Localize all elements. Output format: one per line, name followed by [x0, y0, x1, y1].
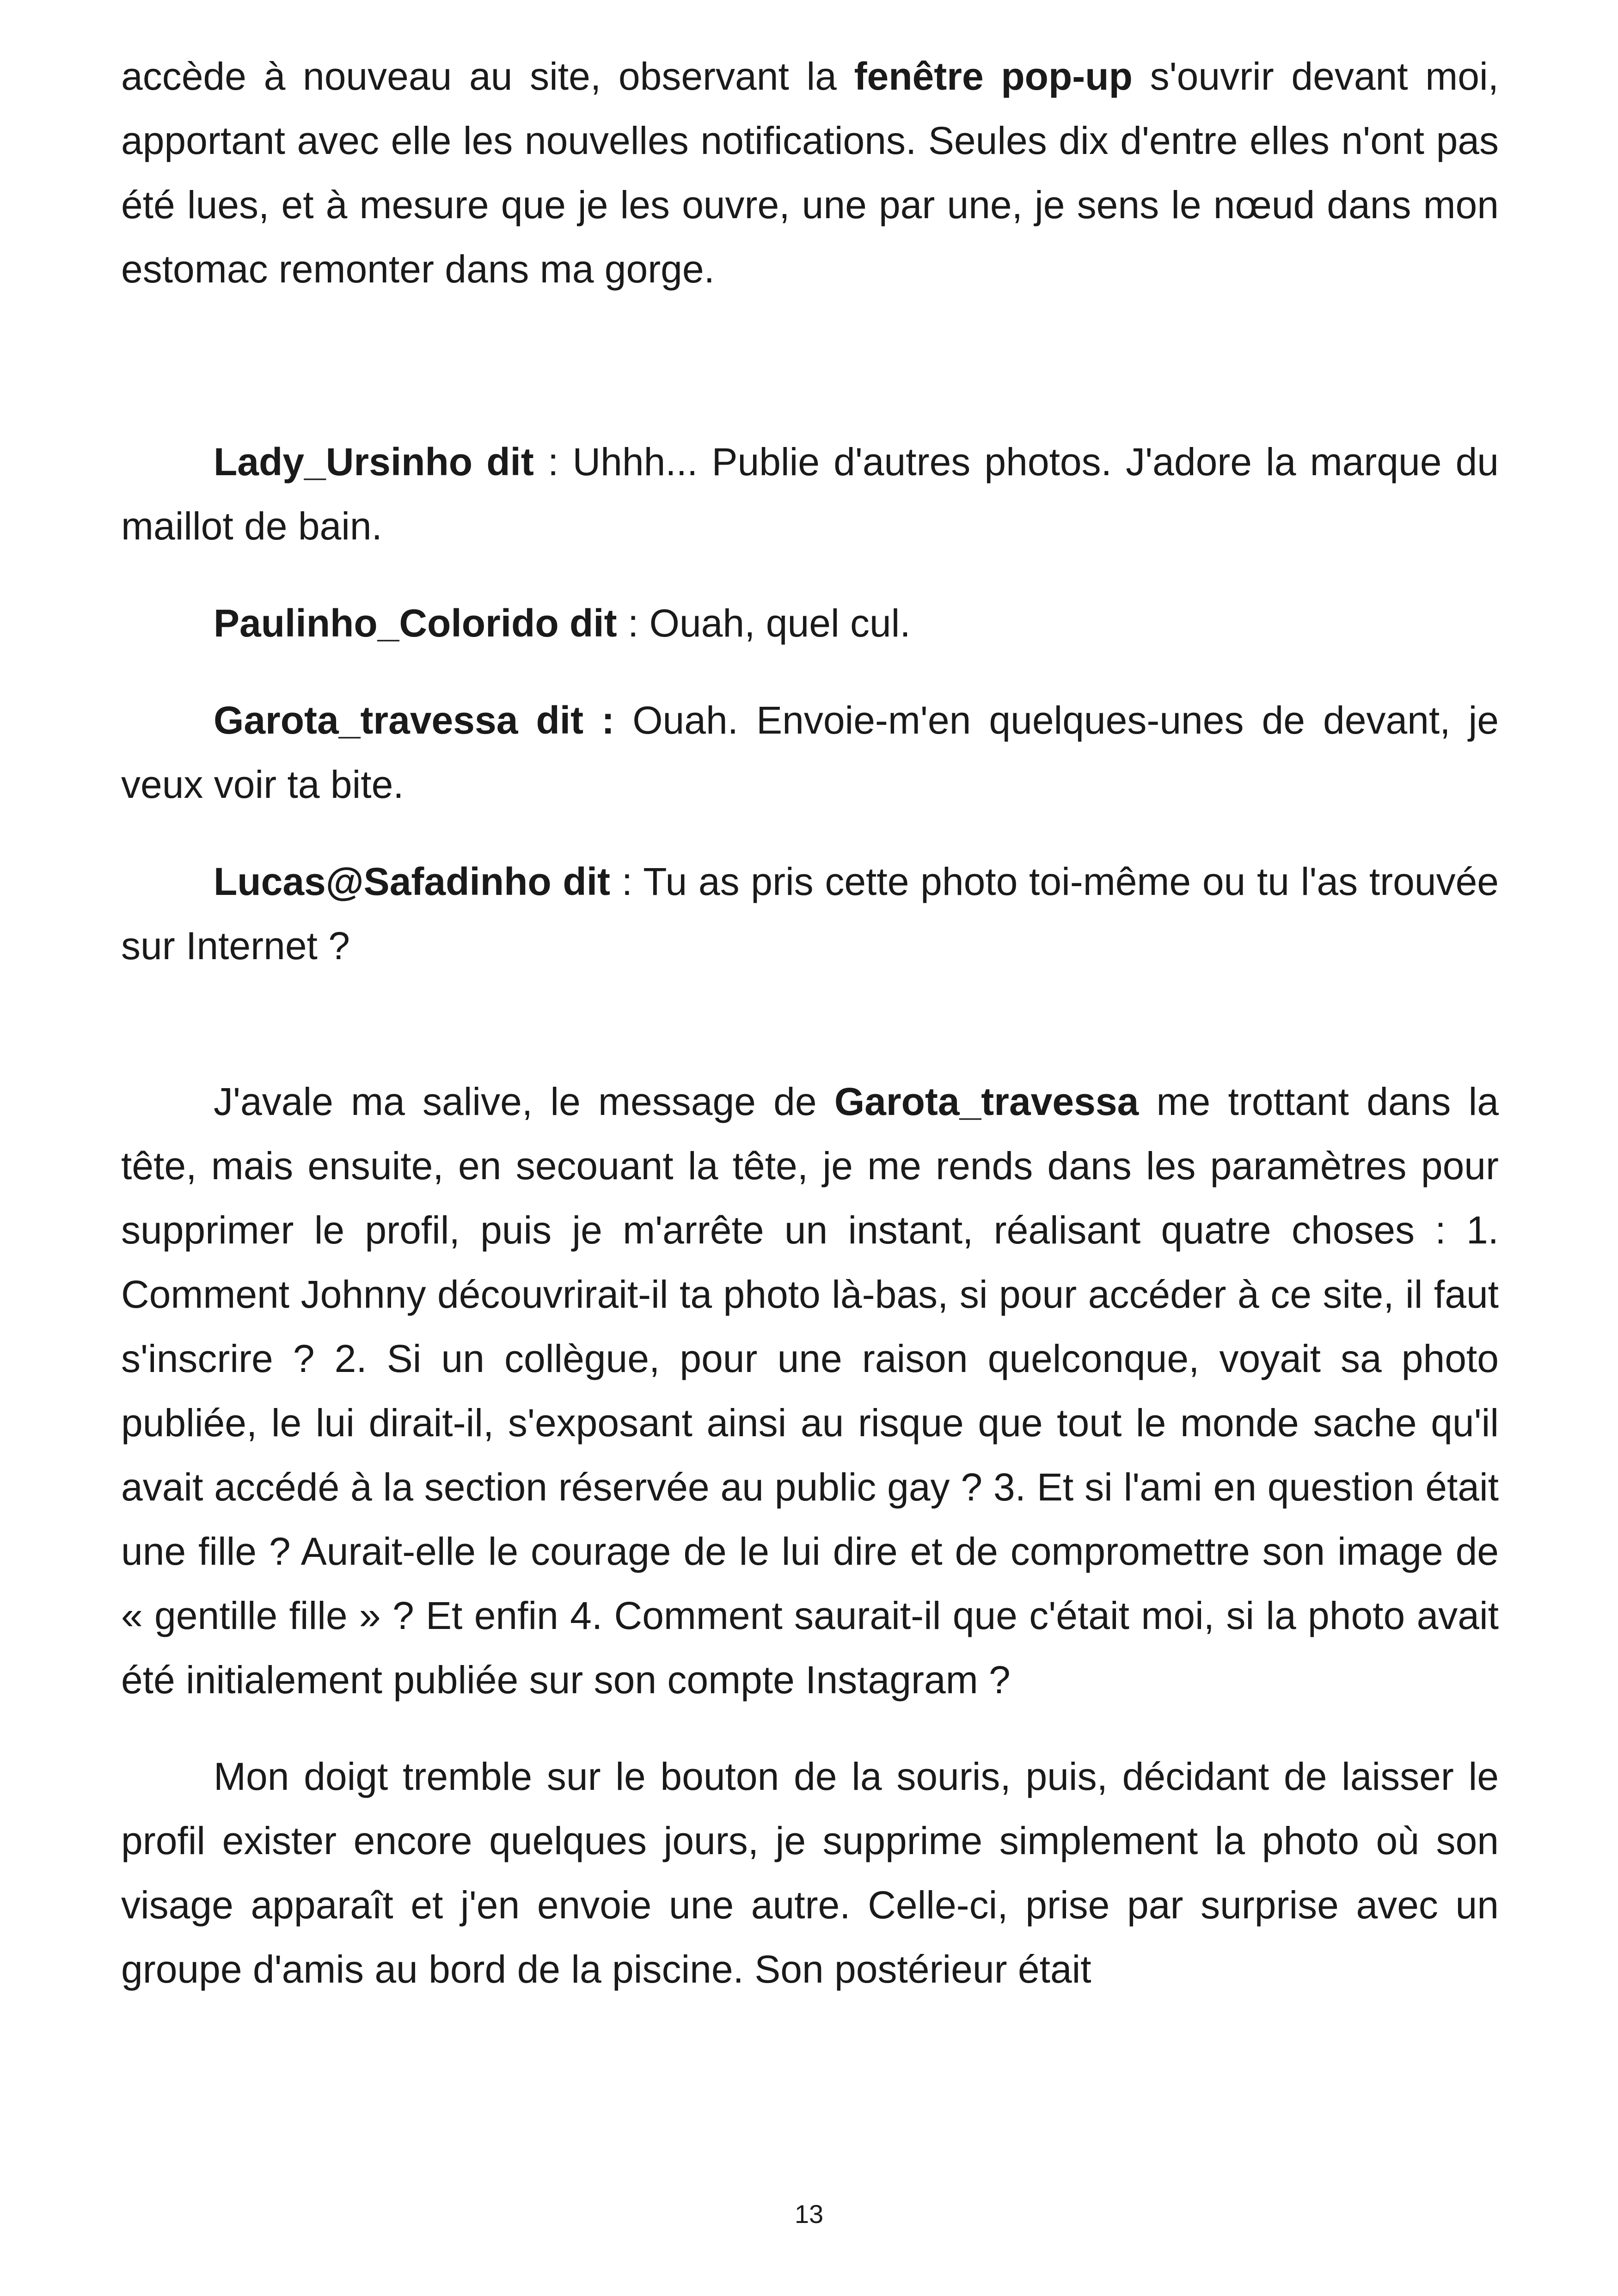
- story-p1-bold-name: Garota_travessa: [834, 1080, 1139, 1123]
- comment-paragraph: [121, 850, 1499, 978]
- comment-separator: [614, 698, 632, 742]
- story-p1-text-end: me trottant dans la tête, mais ensuite, en secouant la tête, je me rends dans les paramètres pour supprimer le profil, puis je m'arrête un instant, réalisant quatre choses : 1. Comment Johnny découvrirait-il ta photo là-bas, si pour accéder à ce site, il faut s'inscrire ? 2. Si un collègue, pour une raison quelconque, voyait sa photo publiée, le lui dirait-il, s'exposant ainsi au risque que tout le monde sache qu'il avait accédé à la section réservée au public gay ? 3. Et si l'ami en question était une fille ? Aurait-elle le courage de le lui dire et de compromettre son image de « gentille fille » ? Et enfin 4. Comment saurait-il que c'était moi, si la photo avait été initialement publiée sur son compte Instagram ?: [121, 1080, 1499, 1702]
- comment-author: Lady_Ursinho dit: [214, 440, 534, 484]
- comment-paragraph: [121, 430, 1499, 558]
- comment-separator: :: [617, 601, 650, 645]
- comment-text: Tu as pris cette photo toi-même ou tu l'as trouvée sur Internet ?: [121, 860, 1499, 967]
- comment-paragraph: [121, 688, 1499, 817]
- intro-text-start: accède à nouveau au site, observant la: [121, 55, 854, 98]
- intro-section: [121, 44, 1499, 301]
- comment-author: Garota_travessa dit :: [214, 698, 615, 742]
- intro-text-end: s'ouvrir devant moi, apportant avec elle les nouvelles notifications. Seules dix d'entre elles n'ont pas été lues, et à mesure que je les ouvre, une par une, je sens le nœud dans mon estomac remonter dans ma gorge.: [121, 55, 1499, 291]
- story-paragraph-2: Mon doigt tremble sur le bouton de la souris, puis, décidant de laisser le profil exister encore quelques jours, je supprime simplement la photo où son visage apparaît et j'en envoie une autre. Celle-ci, prise par surprise avec un groupe d'amis au bord de la piscine. Son postérieur était: [121, 1755, 1499, 1991]
- comment-text: Ouah, quel cul.: [649, 601, 911, 645]
- intro-bold-term: fenêtre pop-up: [854, 55, 1133, 98]
- comment-text: Ouah. Envoie-m'en quelques-unes de devant, je veux voir ta bite.: [121, 698, 1499, 806]
- story-paragraph-1: [121, 1070, 1499, 1712]
- comment-author: Paulinho_Colorido dit: [214, 601, 617, 645]
- comment-text: Uhhh... Publie d'autres photos. J'adore la marque du maillot de bain.: [121, 440, 1499, 548]
- intro-paragraph: [121, 44, 1499, 301]
- comment-separator: :: [533, 440, 573, 484]
- comment-paragraph: [121, 591, 1499, 655]
- story-p1-text-start: J'avale ma salive, le message de: [214, 1080, 834, 1123]
- comment-separator: :: [610, 860, 644, 903]
- story-section: [121, 1070, 1499, 2034]
- comment-author: Lucas@Safadinho dit: [214, 860, 611, 903]
- comments-section: [121, 430, 1499, 1011]
- page-number: 13: [794, 2199, 824, 2229]
